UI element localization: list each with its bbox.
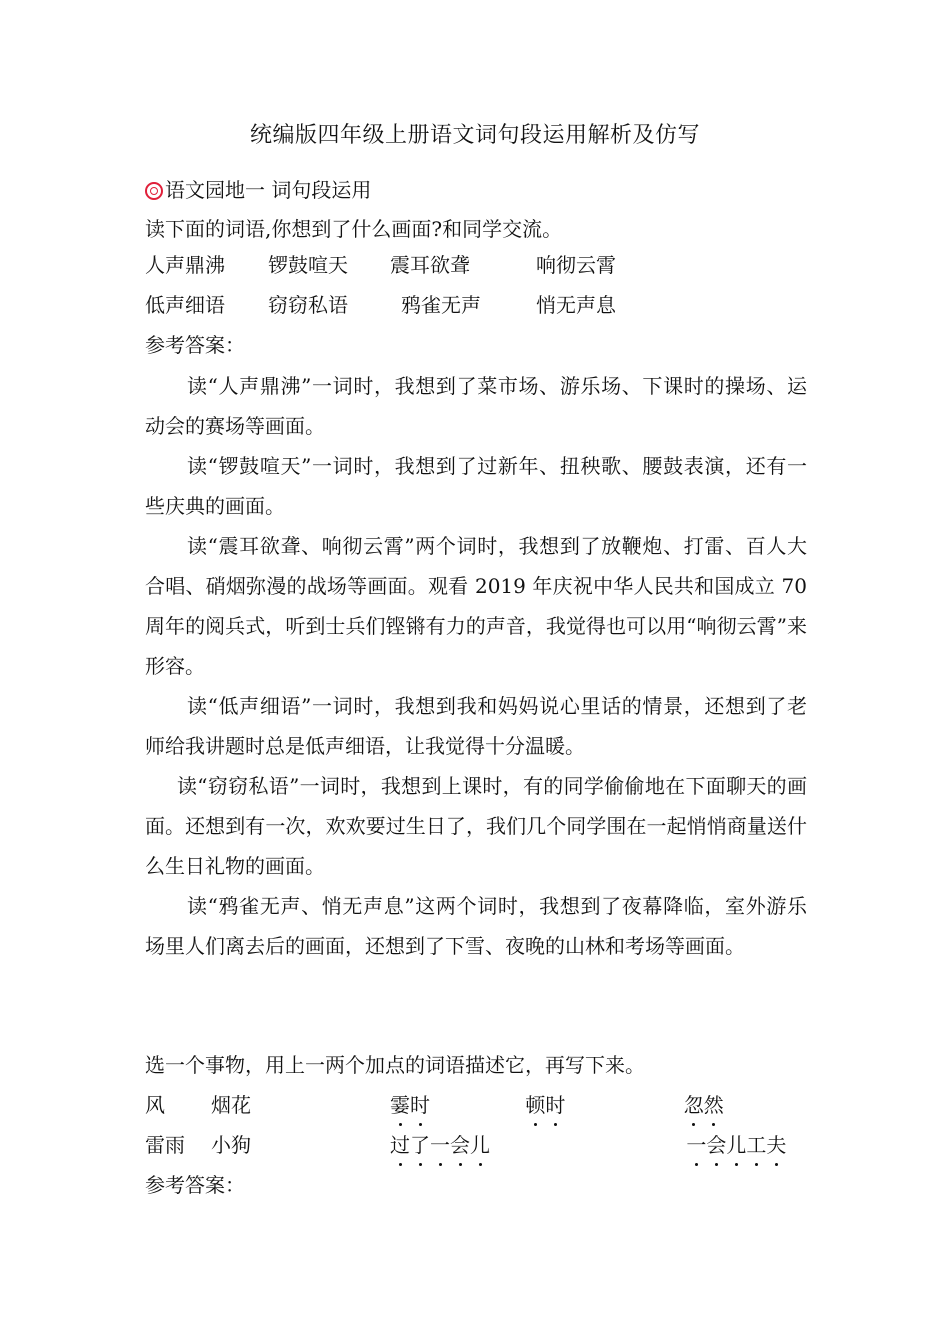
dotted-word-text: 霎时 [390, 1093, 430, 1117]
word: 锣鼓喧天 [268, 253, 348, 277]
dotted-word [525, 1085, 565, 1125]
section-heading-text: 语文园地一 词句段运用 [165, 178, 372, 202]
target-circle-icon [145, 182, 163, 200]
things-row-2 [145, 1125, 845, 1165]
thing-word: 烟花 [211, 1093, 251, 1117]
document-title: 统编版四年级上册语文词句段运用解析及仿写 [249, 123, 700, 148]
thing-word: 小狗 [211, 1133, 251, 1157]
answer-paragraph: 读“低声细语”一词时，我想到我和妈妈说心里话的情景，还想到了老师给我讲题时总是低声细语，让我觉得十分温暖。 [145, 694, 807, 758]
task1-prompt: 读下面的词语,你想到了什么画面?和同学交流。 [145, 217, 563, 241]
dotted-word-text: 一会儿工夫 [686, 1133, 787, 1157]
word: 震耳欲聋 [390, 253, 470, 277]
task2-prompt: 选一个事物，用上一两个加点的词语描述它，再写下来。 [145, 1053, 645, 1077]
word: 人声鼎沸 [145, 253, 225, 277]
dotted-word-text: 过了一会儿 [390, 1133, 490, 1157]
dotted-word [390, 1125, 490, 1165]
answer-paragraph: 读“震耳欲聋、响彻云霄”两个词时，我想到了放鞭炮、打雷、百人大合唱、硝烟弥漫的战场等画面。观看 2019 年庆祝中华人民共和国成立 70 周年的阅兵式，听到士兵们铿锵有力的声音，我觉得也可以用“响彻云霄”来形容。 [145, 534, 807, 678]
thing-word: 雷雨 [145, 1133, 185, 1157]
answer-paragraph: 读“人声鼎沸”一词时，我想到了菜市场、游乐场、下课时的操场、运动会的赛场等画面。 [145, 374, 807, 438]
answer-paragraph: 读“锣鼓喧天”一词时，我想到了过新年、扭秧歌、腰鼓表演，还有一些庆典的画面。 [145, 454, 807, 518]
answer-label: 参考答案： [145, 333, 245, 357]
answer-paragraph: 读“窃窃私语”一词时，我想到上课时，有的同学偷偷地在下面聊天的画面。还想到有一次，欢欢要过生日了，我们几个同学围在一起悄悄商量送什么生日礼物的画面。 [145, 774, 807, 878]
things-row-1 [145, 1085, 845, 1125]
section-heading [145, 170, 371, 210]
word-row-1 [145, 245, 845, 285]
answer-paragraph: 读“鸦雀无声、悄无声息”这两个词时，我想到了夜幕降临，室外游乐场里人们离去后的画面，还想到了下雪、夜晚的山林和考场等画面。 [145, 894, 807, 958]
emphasis-dots [390, 1163, 490, 1169]
dotted-word [684, 1085, 724, 1125]
thing-word: 风 [145, 1093, 165, 1117]
dotted-word [390, 1085, 430, 1125]
dotted-word [686, 1125, 786, 1165]
dotted-word-text: 顿时 [525, 1093, 566, 1117]
word: 悄无声息 [536, 293, 616, 317]
word-row-2 [145, 285, 845, 325]
word: 响彻云霄 [536, 253, 616, 277]
emphasis-dots [686, 1163, 786, 1169]
word: 窃窃私语 [268, 293, 348, 317]
answer-label: 参考答案： [145, 1173, 245, 1197]
dotted-word-text: 忽然 [683, 1093, 724, 1117]
word: 鸦雀无声 [401, 293, 481, 317]
word: 低声细语 [145, 293, 225, 317]
